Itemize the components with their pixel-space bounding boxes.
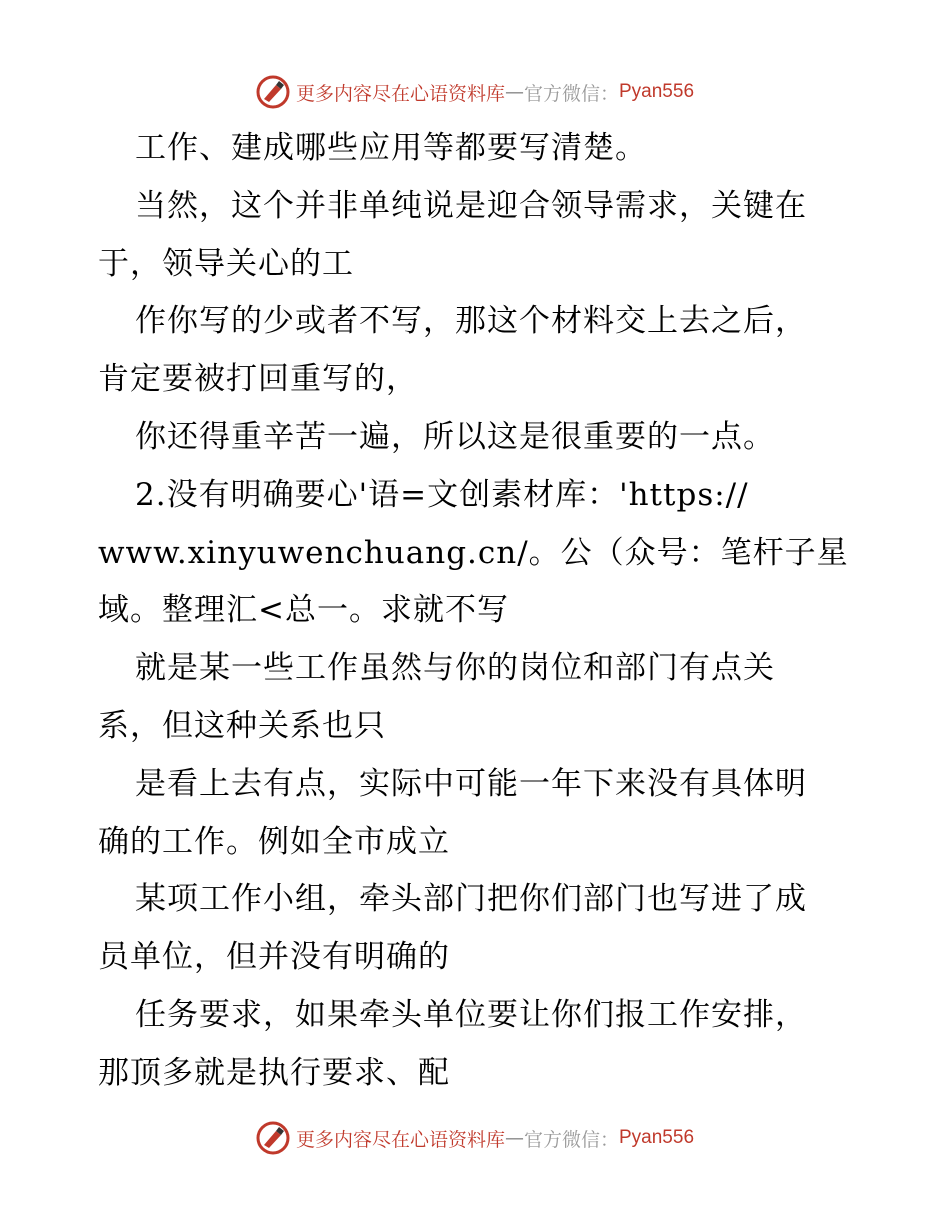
text-line: 任务要求，如果牵头单位要让你们报工作安排， (135, 996, 807, 1033)
header-site-name: 更多内容尽在心语资料库 (295, 82, 505, 105)
text-line: 域。整理汇<总一。求就不写 (98, 592, 509, 629)
header-official-label: 官方微信： (523, 82, 619, 105)
text-line: 员单位，但并没有明确的 (98, 939, 450, 976)
brand-logo-icon (256, 75, 290, 109)
text-line: 某项工作小组，牵头部门把你们部门也写进了成 (135, 881, 807, 918)
text-line: 肯定要被打回重写的， (98, 361, 418, 398)
text-line: 那顶多就是执行要求、配 (98, 1054, 450, 1091)
text-line: 作你写的少或者不写，那这个材料交上去之后， (135, 303, 807, 340)
text-line: 确的工作。例如全市成立 (98, 823, 450, 860)
footer-dash: — (504, 1127, 524, 1149)
header-dash: — (504, 81, 524, 103)
text-line: 是看上去有点，实际中可能一年下来没有具体明 (135, 765, 807, 802)
text-line: 你还得重辛苦一遍，所以这是很重要的一点。 (135, 418, 775, 455)
brand-logo-icon (256, 1121, 290, 1155)
text-line: 当然，这个并非单纯说是迎合领导需求，关键在 (135, 187, 807, 224)
header-banner (0, 72, 950, 112)
footer-site-name: 更多内容尽在心语资料库 (295, 1128, 505, 1151)
text-line: 就是某一些工作虽然与你的岗位和部门有点关 (135, 650, 775, 687)
document-body (98, 120, 858, 1103)
text-line: 于，领导关心的工 (98, 245, 354, 282)
text-line: www.xinyuwenchuang.cn/。公（众号：笔杆子星 (98, 534, 849, 571)
text-line: 系，但这种关系也只 (98, 707, 386, 744)
footer-official-label: 官方微信： (523, 1128, 619, 1151)
header-wechat-id: Pyan556 (619, 81, 695, 102)
text-line: 工作、建成哪些应用等都要写清楚。 (135, 130, 647, 166)
text-line: 2.没有明确要心'语=文创素材库：'https:// (135, 476, 749, 513)
footer-banner (0, 1118, 950, 1158)
footer-wechat-id: Pyan556 (619, 1127, 695, 1148)
